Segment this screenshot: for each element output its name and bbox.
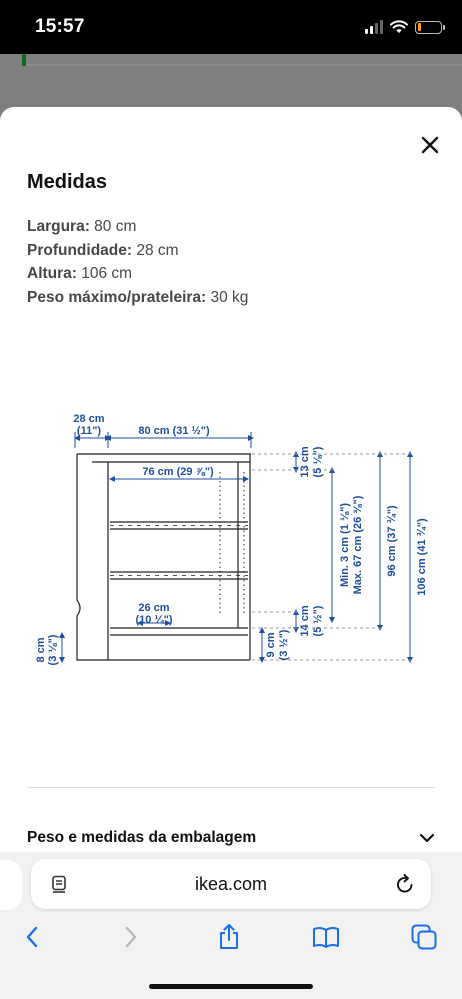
spec-depth: Profundidade: 28 cm [27,241,179,259]
share-button[interactable] [214,922,244,952]
bookcase-outline [77,454,251,660]
home-indicator [149,984,313,989]
depth-inch-label: (11") [76,425,102,437]
previous-tab-preview[interactable] [0,860,22,910]
tabs-button[interactable] [409,922,439,952]
plinth-inch-label: (3 ⅛") [47,634,59,666]
spec-width: Largura: 80 cm [27,218,137,235]
measurements-sheet [0,107,462,852]
chevron-down-icon [419,833,435,843]
browser-toolbar [0,918,462,958]
shelf-pin-holes [220,472,244,616]
sheet-title: Medidas [27,171,108,193]
forward-arrow-icon [123,925,139,949]
shelf-max-label: Max. 67 cm (26 ⅜") [352,495,364,595]
bottom-gap-label: 14 cm [299,605,311,637]
bottom-gap-inch-label: (5 ½") [312,605,324,637]
status-time: 15:57 [35,16,85,37]
base-label: 9 cm [265,632,277,658]
width-label: 80 cm (31 ½") [138,425,210,437]
back-arrow-icon [24,925,40,949]
section-divider [27,787,435,788]
top-gap-inch-label: (5 ⅛") [312,446,324,478]
inner-height-label: 96 cm (37 ¾") [386,505,398,577]
bookcase-dimension-diagram [0,402,462,687]
shelf-min-label: Min. 3 cm (1 ⅛") [339,502,351,588]
status-bar [0,0,462,54]
spec-height: Altura: 106 cm [27,265,133,282]
reload-icon[interactable] [394,873,416,895]
inner-width-label: 76 cm (29 ⅞") [142,466,214,478]
wifi-icon [390,20,408,34]
shelf-depth-label: 26 cm [138,602,170,614]
top-gap-label: 13 cm [299,446,311,478]
spec-list [27,215,248,309]
cellular-signal-icon [365,20,383,34]
tabs-icon [410,923,438,951]
status-icons [365,17,442,37]
close-button[interactable] [414,129,446,161]
shelf-hatching [110,526,248,576]
package-dimensions-accordion[interactable] [27,824,435,852]
share-icon [217,923,241,951]
total-height-label: 106 cm (41 ¾") [416,518,428,596]
shelf-depth-inch-label: (10 ¼") [135,614,173,626]
bookmarks-button[interactable] [311,922,341,952]
battery-icon [415,21,442,34]
browser-bottom-bar [0,852,462,999]
url-text: ikea.com [194,874,268,894]
package-section-title: Peso e medidas da embalagem [27,829,257,846]
spec-max-load: Peso máximo/prateleira: 30 kg [27,288,249,306]
base-inch-label: (3 ½") [278,629,290,661]
plinth-label: 8 cm [35,637,47,663]
backdrop-divider [26,64,462,66]
address-bar[interactable] [31,859,431,909]
forward-button[interactable] [116,922,146,952]
depth-label: 28 cm [73,413,105,425]
back-button[interactable] [17,922,47,952]
close-icon [421,136,439,154]
book-icon [312,925,340,949]
